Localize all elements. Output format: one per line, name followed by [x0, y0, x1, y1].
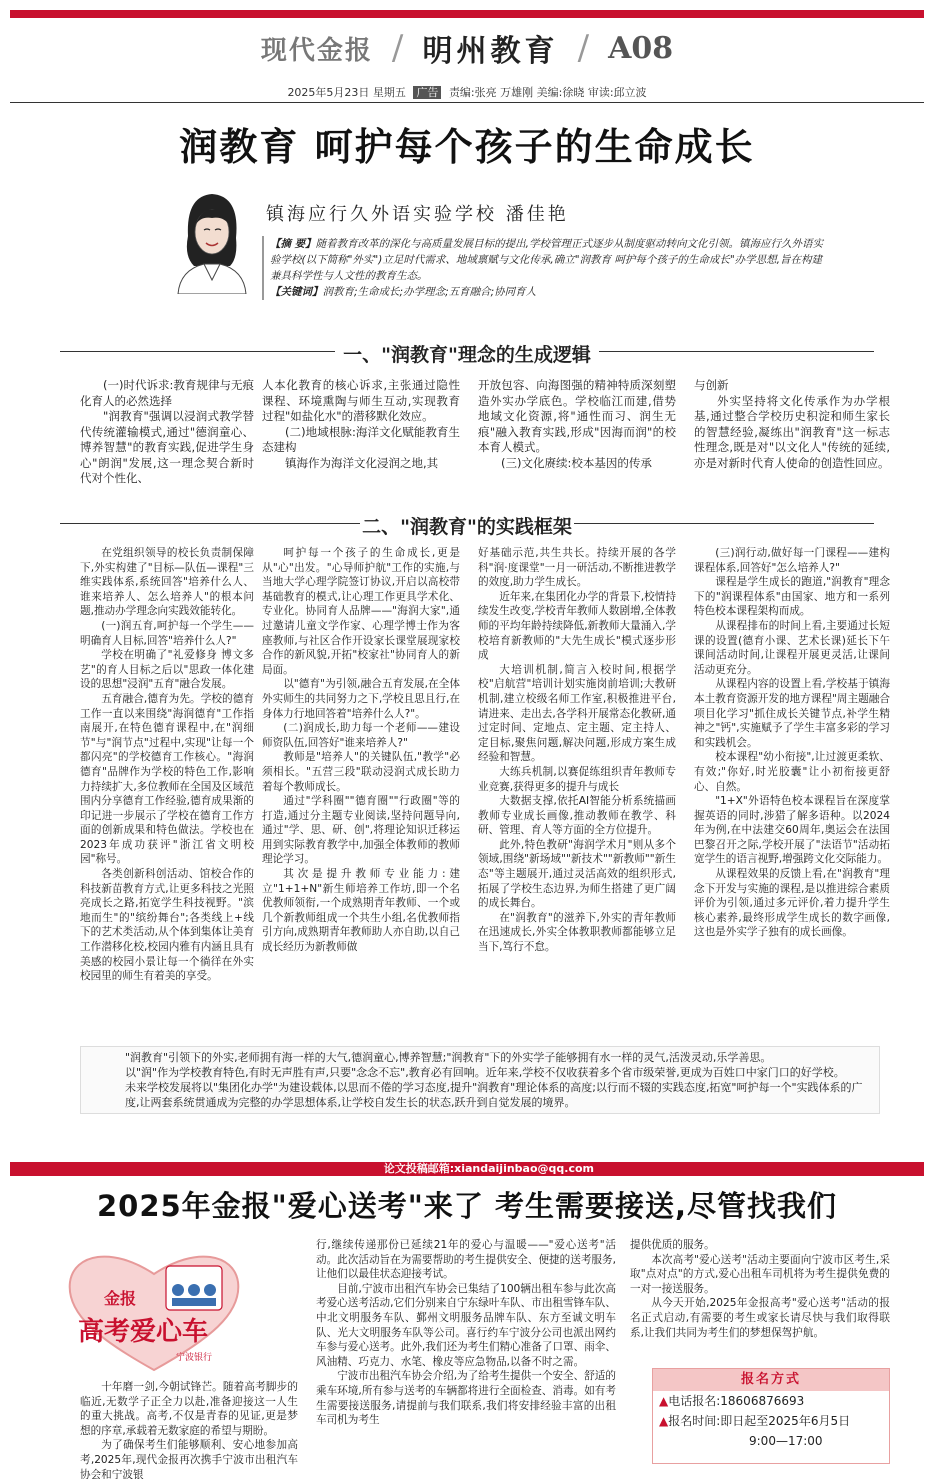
abstract-body: 随着教育改革的深化与高质量发展目标的提出,学校管理正式逐步从制度驱动转向文化引领。镇海应行久外语实验学校(以下简称"外实")立足时代需求、地域禀赋与文化传承,确立"润教育 呵护每个孩子的生命成长"办学思想,旨在构建兼具科学性与人文性的教育生态。	[270, 238, 823, 282]
paragraph: 五育融合,德育为先。学校的德育工作一直以来围绕"海润德育"工作指南展开,在特色德育课程中,在"润细节"与"润节点"过程中,实现"让每一个都闪亮"的学校德育工作核心。"海润德育"品牌作为学校的特色工作,影响力持续扩大,多位教师在全国及区域范围内分享德育工作经验,德育成果渐的印记进一步展示了学校在德育工作方面的创新成果和特色做法。学校也在2023年成功获评"浙江省文明校园"称号。	[80, 692, 254, 866]
paragraph: 从课程内容的设置上看,学校基于镇海本土教育资源开发的地方课程"周主题融合项目化学习"抓住成长关键节点,补学生精神之"钙",实施赋予了学生丰富多彩的学习和实践机会。	[694, 678, 890, 749]
submission-email: 论文投稿邮箱:xiandaijinbao@qq.com	[383, 1162, 594, 1175]
masthead-divider: /	[391, 28, 404, 68]
paragraph: (二)润成长,助力每一个老师——建设师资队伍,回答好"谁来培养人?"	[262, 722, 460, 749]
abstract-block	[262, 236, 830, 300]
issue-date: 2025年5月23日 星期五	[287, 86, 406, 99]
paragraph: 本次高考"爱心送考"活动主要面向宁波市区考生,采取"点对点"的方式,爱心出租车司机将为考生提供免费的一对一接送服务。	[630, 1253, 890, 1295]
abstract-text	[270, 236, 830, 284]
paragraph: 以"润"作为学校教育特色,有时无声胜有声,只要"念念不忘",教育必有回响。近年来,学校不仅收获着多个省市级荣誉,更成为百姓口中家门口的好学校。	[125, 1066, 845, 1079]
s1-column-1	[80, 378, 254, 487]
author-portrait	[168, 186, 256, 294]
paragraph: (二)地域根脉:海洋文化赋能教育生态建构	[262, 424, 460, 454]
paragraph: 宁波市出租汽车协会介绍,为了给考生提供一个安全、舒适的乘车环境,所有参与送考的车辆都将进行全面检查、消毒。如有考生需要接送服务,请提前与我们联系,我们将安排经验丰富的出租车司机为考生	[316, 1370, 616, 1427]
paragraph: 为了确保考生们能够顺利、安心地参加高考,2025年,现代金报再次携手宁波市出租汽车协会和宁波银	[80, 1439, 298, 1479]
s2-column-3	[478, 546, 676, 955]
paragraph: (三)润行动,做好每一门课程——建构课程体系,回答好"怎么培养人?"	[694, 547, 890, 574]
paragraph: 校本课程"幼小衔接",让过渡更柔软、有效;"你好,时光胶囊"让小初衔接更舒心、自然。	[694, 751, 890, 793]
s1-column-3	[478, 378, 676, 471]
paragraph: 在党组织领导的校长负责制保障下,外实构建了"目标—队伍—课程"三维实践体系,系统回答"培养什么人、谁来培养人、怎么培养人"的根本问题,推动办学理念向实践效能转化。	[80, 547, 254, 618]
a2-column-2	[316, 1238, 616, 1428]
paragraph: 大数据支撑,依托AI智能分析系统描画教师专业成长画像,推动教师在教学、科研、管理、育人等方面的全方位提升。	[478, 795, 676, 837]
triangle-icon: ▲	[659, 1414, 669, 1428]
paragraph: 与创新	[694, 378, 729, 392]
dateline	[0, 84, 934, 100]
paragraph: 近年来,在集团化办学的背景下,校情持续发生改变,学校青年教师人数剧增,全体教师的平均年龄持续降低,新教师大量涌入,学校培育新教师的"大先生成长"模式逐步形成	[478, 590, 676, 662]
section2-heading	[0, 512, 934, 539]
paragraph: 人本化教育的核心诉求,主张通过隐性课程、环境熏陶与师生互动,实现教育过程"如盐化水"的潜移默化效应。	[262, 378, 460, 423]
paragraph: (三)文化赓续:校本基因的传承	[501, 455, 652, 470]
section-name: 明州教育	[422, 34, 559, 69]
paragraph: (一)时代诉求:教育规律与无痕化育人的必然选择	[80, 378, 254, 408]
keywords-label: 【关键词】	[270, 286, 323, 298]
page-number: A08	[608, 30, 674, 66]
paragraph: 各类创新科创活动、馆校合作的科技新苗教育方式,让更多科技之光照亮成长之路,拓宽学生科技视野。"滨地而生"的"缤纷舞台";各类线上+线下的艺术类活动,从个体到集体让美育工作潜移化校,校园内雅有内涵且具有美感的校园小景让每一个徜徉在外实校园里的师生有着美的享受。	[80, 868, 254, 983]
paragraph: (一)润五育,呵护每一个学生——明确育人目标,回答"培养什么人?"	[80, 619, 254, 647]
a2-column-1	[80, 1380, 298, 1479]
registration-box	[652, 1368, 890, 1464]
heading-rule	[574, 523, 874, 524]
paragraph: 以"德育"为引领,融合五育发展,在全体外实师生的共同努力之下,学校且思且行,在身体力行地回答着"培养什么人?"。	[262, 678, 460, 720]
author-byline: 镇海应行久外语实验学校 潘佳艳	[266, 204, 569, 225]
heading-rule	[599, 351, 874, 352]
newspaper-brand: 现代金报	[260, 35, 373, 66]
registration-hours: 9:00—17:00	[749, 1434, 823, 1448]
heading-rule	[60, 351, 335, 352]
article-title: 润教育 呵护每个孩子的生命成长	[179, 125, 755, 169]
credits: 责编:张亮 万雄刚 美编:徐晓 审读:邱立波	[448, 86, 647, 99]
paragraph: 从今天开始,2025年金报高考"爱心送考"活动的报名正式启动,有需要的考生或家长请尽快与我们取得联系,让我们共同为考生们的梦想保驾护航。	[630, 1297, 890, 1339]
paragraph: "1+X"外语特色校本课程旨在深度掌握英语的同时,涉猎了解多语种。以2024年为例,在中法建交60周年,奥运会在法国巴黎召开之际,学校开展了"法语节"活动拓宽学生的语言视野,增强跨文化交际能力。	[694, 795, 890, 866]
article2-title: 2025年金报"爱心送考"来了 考生需要接送,尽管找我们	[96, 1189, 838, 1223]
paragraph: 提供优质的服务。	[630, 1239, 715, 1251]
paragraph: 教师是"培养人"的关键队伍,"教学"必须相长。"五营三段"联动浸润式成长助力着每个教师成长。	[262, 751, 460, 793]
paragraph: 其次是提升教师专业能力:建立"1+1+N"新生师培养工作坊,即一个名优教师领衔,一个成熟期青年教师、一个或几个新教师组成一个共生小组,名优教师指引方向,成熟期青年教师助人亦自助,以自己成长经历为新教师做	[262, 868, 460, 954]
s2-column-1	[80, 546, 254, 984]
logo-brand: 金报	[104, 1289, 137, 1308]
registration-time-text: 报名时间:即日起至2025年6月5日	[668, 1414, 851, 1428]
paragraph: 大练兵机制,以赛促练组织青年教师专业竞赛,获得更多的提升与成长	[478, 765, 676, 793]
paragraph: 在"润教育"的滋养下,外实的青年教师在迅速成长,外实全体教职教师都能够立足当下,笃行不怠。	[478, 911, 676, 954]
ad-tag: 广告	[413, 86, 441, 99]
section2-title: 二、"润教育"的实践框架	[362, 516, 572, 538]
registration-phone	[653, 1391, 889, 1411]
s2-column-2	[262, 546, 460, 955]
paragraph: 外实坚持将文化传承作为办学根基,通过整合学校历史积淀和师生家长的智慧经验,凝练出"润教育"这一标志性理念,既是对"以文化人"传统的延续,亦是对新时代育人使命的创造性回应。	[694, 393, 890, 470]
triangle-icon: ▲	[659, 1394, 669, 1408]
section1-title: 一、"润教育"理念的生成逻辑	[343, 344, 591, 366]
abstract-label: 【摘 要】	[270, 238, 316, 250]
gaokao-love-car-logo	[60, 1244, 248, 1378]
logo-bank: 宁波银行	[176, 1353, 213, 1363]
header-rule	[10, 102, 924, 103]
heading-rule	[60, 523, 360, 524]
s1-column-2	[262, 378, 460, 471]
paragraph: "润教育"引领下的外实,老师拥有海一样的大气,德润童心,博养智慧;"润教育"下的外实学子能够拥有水一样的灵气,活泼灵动,乐学善思。	[125, 1051, 772, 1064]
paragraph: 十年磨一剑,今朝试锋芒。随着高考脚步的临近,无数学子正全力以赴,准备迎接这一人生的重大挑战。高考,不仅是青春的见证,更是梦想的序章,承载着无数家庭的希望与期盼。	[80, 1381, 298, 1437]
paragraph: 目前,宁波市出租汽车协会已集结了100辆出租车参与此次高考爱心送考活动,它们分别来自宁东绿叶车队、市出租雪锋车队、中北文明服务车队、鄞州文明服务品牌车队、东方至诚文明车队、光大文明服务车队等公司。喜行约车宁波分公司也派出网约车参与爱心送考。此外,我们还为考生们精心准备了口罩、雨伞、风油精、巧克力、水笔、橡皮等应急物品,以备不时之需。	[316, 1282, 616, 1368]
top-red-bar	[10, 10, 924, 18]
paragraph: "润教育"强调以浸润式教学替代传统灌输模式,通过"德润童心、博养智慧"的教育实践,促进学生身心"朗润"发展,这一理念契合新时代对个性化、	[80, 409, 254, 485]
logo-text: 高考爱心车	[78, 1317, 209, 1347]
s2-column-4	[694, 546, 890, 940]
masthead-divider: /	[577, 28, 590, 68]
paragraph: 未来学校发展将以"集团化办学"为建设载体,以思而不倦的学习态度,提升"润教育"理论体系的高度;以行而不辍的实践态度,拓宽"呵护每一个"实践体系的广度,让两套系统贯通成为完整的办学思想体系,让学校自发生长的状态,跃升到自觉发展的境界。	[125, 1081, 863, 1109]
paragraph: 从课程效果的反馈上看,在"润教育"理念下开发与实施的课程,是以推进综合素质评价为引领,通过多元评价,着力提升学生核心素养,最终形成学生成长的数字画像,这也是外实学子独有的成长画像。	[694, 868, 890, 939]
section1-heading	[0, 340, 934, 367]
submission-bar	[10, 1162, 924, 1176]
paragraph: 呵护每一个孩子的生命成长,更是从"心"出发。"心导师护航"工作的实施,与当地大学心理学院签订协议,开启以高校带基础教育的模式,让心理工作更具学术化、专业化。协同育人品牌——"海润大家",通过邀请儿童文学作家、心理学博士作为客座教师,与社区合作开设家长课堂展现家校合作的新风貌,开拓"校家社"协同育人的新局面。	[262, 547, 460, 676]
paragraph: 大培训机制,简言入校时间,根据学校"启航营"培训计划实施岗前培训;大教研机制,建立校级名师工作室,积极推进平台,请进来、走出去,各学科开展常态化教研,通过定时间、定地点、定主题、定主持人、定目标,聚焦问题,解决问题,形成方案生成经验和智慧。	[478, 663, 676, 764]
registration-phone-text: 电话报名:18606876693	[668, 1394, 805, 1408]
s1-column-4	[694, 378, 890, 471]
paragraph: 开放包容、向海图强的精神特质深刻塑造外实办学底色。学校临江而建,借势地域文化资源,将"通性而习、润生无痕"融入教育实践,形成"因海而润"的校本育人模式。	[478, 378, 676, 454]
masthead	[0, 26, 934, 76]
paragraph: 好基础示范,共生共长。持续开展的各学科"润·度课堂"一月一研活动,不断推进教学的效度,助力学生成长。	[478, 547, 676, 589]
paragraph: 从课程排布的时间上看,主要通过长短课的设置(德育小课、艺术长课)延长下午课间活动时间,让课程开展更灵活,让课间活动更充分。	[694, 619, 890, 676]
paragraph: 行,继续传递那份已延续21年的爱心与温暖——"爱心送考"活动。此次活动旨在为需要帮助的考生提供安全、便捷的送考服务,让他们以最佳状态迎接考试。	[316, 1239, 616, 1281]
keywords-text	[270, 284, 830, 300]
keywords-body: 润教育;生命成长;办学理念;五育融合;协同育人	[322, 286, 537, 298]
registration-time	[653, 1411, 889, 1431]
conclusion-block	[80, 1046, 880, 1114]
paragraph: 学校在明确了"礼爱修身 博文多艺"的育人目标之后以"思政一体化建设的思想"浸润"五育"融合发展。	[80, 649, 254, 691]
registration-title: 报名方式	[653, 1369, 889, 1391]
a2-column-3	[630, 1238, 890, 1340]
paragraph: 镇海作为海洋文化浸润之地,其	[285, 455, 439, 470]
paragraph: 课程是学生成长的跑道,"润教育"理念下的"润课程体系"由国家、地方和一系列特色校本课程架构而成。	[694, 576, 890, 618]
paragraph: 通过"学科圈""德育圈""行政圈"等的打造,通过分主题专业阅读,坚持问题导向,通过"学、思、研、创",将理论知识迁移运用到实际教育教学中,加强全体教师的教师理论学习。	[262, 795, 460, 866]
paragraph: 此外,特色教研"海润学术月"则从多个领域,围绕"新场域""新技术""新教师""新生态"等主题展开,通过灵活高效的组织形式,拓展了学校生态边界,为师生搭建了更广阔的成长舞台。	[478, 838, 676, 910]
